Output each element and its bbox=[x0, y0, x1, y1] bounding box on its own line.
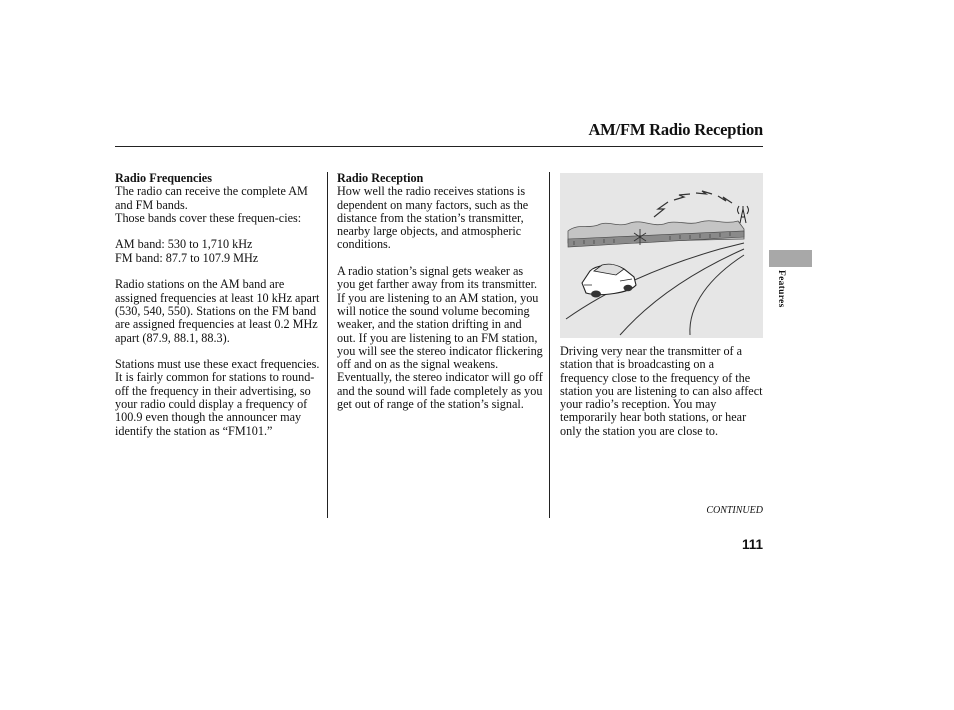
radio-wave-zigzag-shape bbox=[654, 191, 732, 217]
heading-radio-frequencies: Radio Frequencies bbox=[115, 171, 212, 185]
page-title: AM/FM Radio Reception bbox=[588, 120, 763, 139]
section-tab-label: Features bbox=[776, 270, 786, 308]
column-rule-left bbox=[327, 172, 328, 518]
fm-band-range: FM band: 87.7 to 107.9 MHz bbox=[115, 250, 259, 265]
road-center-line-shape bbox=[620, 249, 744, 335]
column-rule-right bbox=[549, 172, 550, 518]
paragraph-bands-cover: Those bands cover these frequen-cies: bbox=[115, 210, 302, 225]
title-rule bbox=[115, 146, 763, 147]
heading-radio-reception: Radio Reception bbox=[337, 171, 424, 185]
page-number: 111 bbox=[741, 537, 763, 552]
transmitter-tower-icon bbox=[738, 206, 749, 223]
am-band-range: AM band: 530 to 1,710 kHz bbox=[115, 237, 253, 252]
paragraph-exact-frequencies: Stations must use these exact frequencies. It is fairly common for stations to round-off the frequency in their advertising, so your radio could display a frequency of 100.9 even though the announcer may identify the station as “FM101.” bbox=[115, 357, 320, 438]
paragraph-reception-factors: How well the radio receives stations is dependent on many factors, such as the distance from the station’s transmitter, nearby large objects, and atmospheric conditions. bbox=[337, 184, 529, 252]
road-edge-right-shape bbox=[690, 255, 744, 335]
column-radio-reception bbox=[337, 172, 543, 425]
continued-label: CONTINUED bbox=[706, 505, 763, 516]
paragraph-complete-bands: The radio can receive the complete AM and FM bands. bbox=[115, 184, 308, 212]
paragraph-band-spacing: Radio stations on the AM band are assigned frequencies at least 10 kHz apart (530, 540, 550). Stations on the FM band are assigned frequencies at least 0.2 MHz apart (87.9, 88.1, 88.3). bbox=[115, 277, 320, 345]
radio-reception-illustration bbox=[560, 173, 763, 338]
section-tab-marker bbox=[769, 250, 812, 267]
car-driving-away-from-transmitter-image bbox=[560, 173, 763, 338]
paragraph-nearby-transmitter: Driving very near the transmitter of a station that is broadcasting on a frequency close to the frequency of the station you are listening to can also affect your radio’s reception. You may temporarily hear both stations, or hear only the station you are close to. bbox=[560, 344, 763, 438]
car-icon bbox=[582, 264, 636, 297]
column-radio-frequencies bbox=[115, 172, 323, 451]
paragraph-signal-weakens: A radio station’s signal gets weaker as you get farther away from its transmitter. If you are listening to an AM station, you will notice the sound volume becoming weaker, and the station drifting in and out. If you are listening to an FM station, you will see the stereo indicator flickering off and on as the signal weakens. Eventually, the stereo indicator will go off and the sound will fade completely as you get out of range of the station’s signal. bbox=[337, 264, 543, 412]
column-nearby-transmitter bbox=[560, 345, 764, 451]
